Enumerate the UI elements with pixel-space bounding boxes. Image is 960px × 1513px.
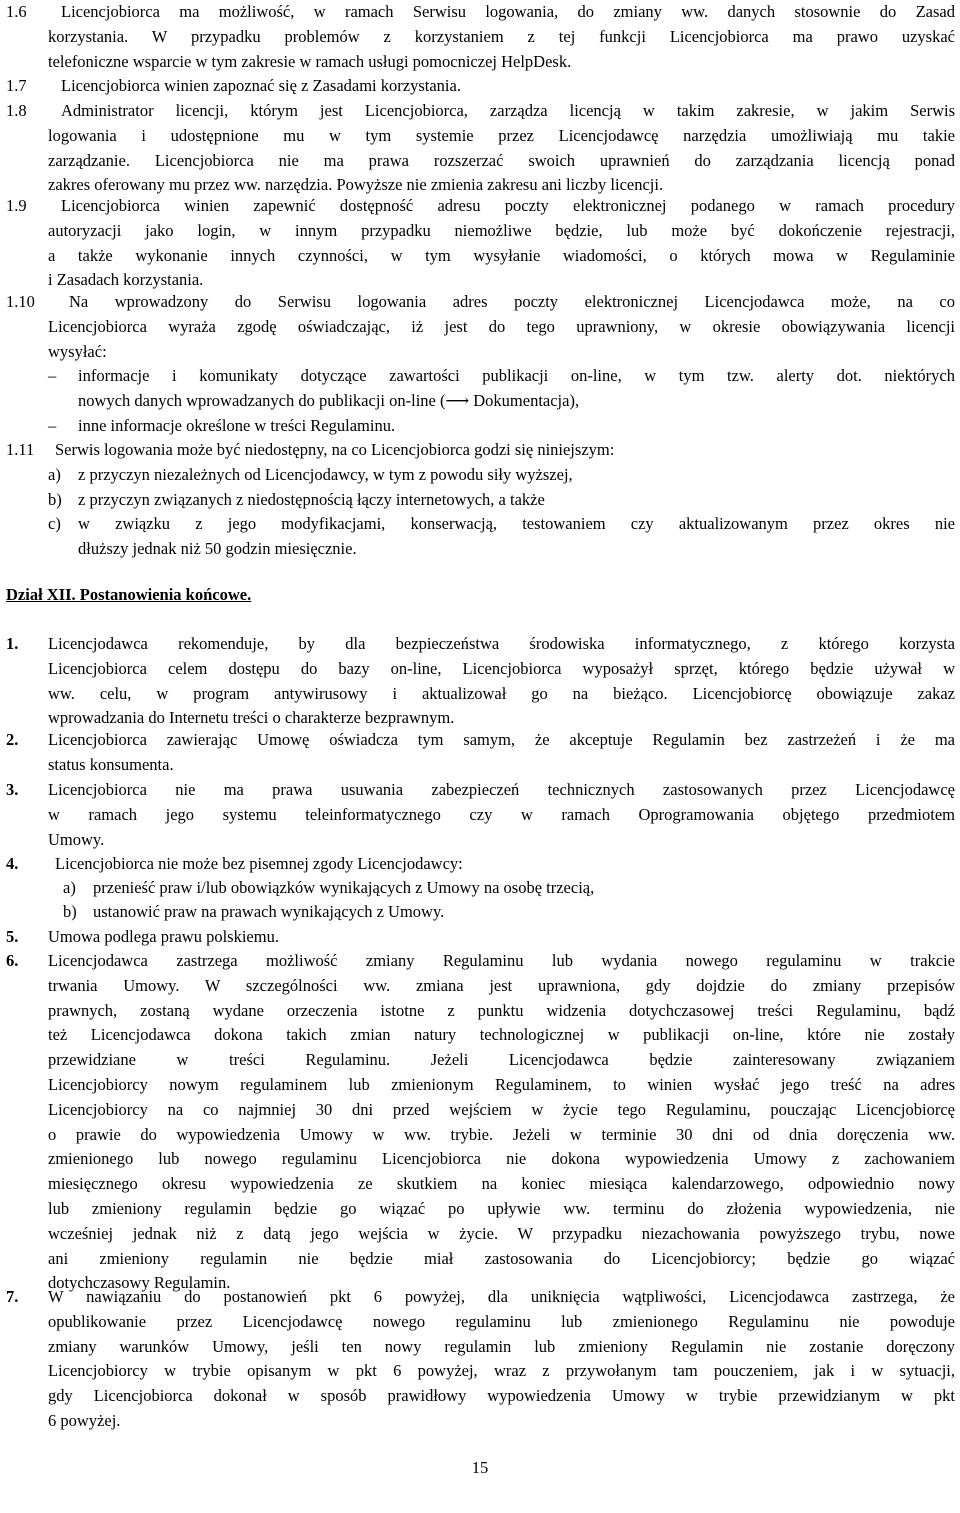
item-letter: b) <box>48 490 62 509</box>
text-line: lub zmieniony regulamin będzie go wiązać po upływie ww. terminu do złożenia wypowiedzenia, nie <box>48 1198 955 1218</box>
text-line: Licencjodawca rekomenduje, by dla bezpieczeństwa środowiska informatycznego, z którego korzysta <box>48 634 955 653</box>
text-line: ustanowić praw na prawach wynikających z Umowy. <box>93 902 445 921</box>
text-line: z przyczyn niezależnych od Licencjodawcy, w tym z powodu siły wyższej, <box>78 465 573 484</box>
provision-5 <box>0 925 955 950</box>
text-line: inne informacje określone w treści Regulaminu. <box>78 416 396 435</box>
paragraph-1-8 <box>0 99 955 198</box>
dash-item-1 <box>0 364 955 414</box>
text-line: ww. celu, w program antywirusowy i aktualizował go na bieżąco. Licencjobiorcę obowiązuje zakaz <box>48 683 955 703</box>
text-line: zarządzanie. Licencjobiorca nie ma prawa rozszerzać swoich uprawnień do zarządzania licencją ponad <box>48 150 955 170</box>
paragraph-1-6 <box>0 0 955 74</box>
text-line: wcześniej jednak niż z datą jego wejścia w życie. W przypadku niezachowania powyższego trybu, nowe <box>48 1223 955 1243</box>
letter-item-c <box>0 512 955 562</box>
text-line: Licencjobiorca winien zapoznać się z Zasadami korzystania. <box>61 76 461 95</box>
provision-7 <box>0 1285 955 1434</box>
text-line: przenieść praw i/lub obowiązków wynikających z Umowy na osobę trzecią, <box>93 878 595 897</box>
text-line: zakres oferowany mu przez ww. narzędzia. Powyższe nie zmienia zakresu ani liczby licencji. <box>48 175 664 195</box>
text-line: w związku z jego modyfikacjami, konserwacją, testowaniem czy aktualizowanym przez okres nie <box>78 514 955 533</box>
text-line: Serwis logowania może być niedostępny, na co Licencjobiorca godzi się niniejszym: <box>55 440 615 459</box>
paragraph-number: 1.9 <box>6 196 27 215</box>
dash-item-2 <box>0 414 955 439</box>
text-line: Umowy. <box>48 829 105 849</box>
text-line: dłuższy jednak niż 50 godzin miesięcznie. <box>78 538 357 558</box>
provision-6 <box>0 949 955 1296</box>
paragraph-number: 1.6 <box>6 2 27 21</box>
text-line: Licencjobiorcy na co najmniej 30 dni przed wejściem w życie tego Regulaminu, pouczając Licencjobiorcę <box>48 1099 955 1119</box>
paragraph-1-10 <box>0 290 955 364</box>
paragraph-1-9 <box>0 194 955 293</box>
provision-1 <box>0 632 955 731</box>
provision-number: 1. <box>6 634 19 653</box>
text-line: i Zasadach korzystania. <box>48 270 204 290</box>
text-line: opublikowanie przez Licencjodawcę nowego regulaminu lub zmienionego Regulaminu nie powoduje <box>48 1311 955 1331</box>
paragraph-number: 1.10 <box>6 292 35 311</box>
text-line: Na wprowadzony do Serwisu logowania adres poczty elektronicznej Licencjodawca może, na co <box>69 292 955 311</box>
text-line: autoryzacji jako login, w innym przypadku niemożliwe będzie, lub może być dokończenie rejestracji, <box>48 220 955 240</box>
text-line: zmiany warunków Umowy, jeśli ten nowy regulamin lub zmieniony Regulamin nie zostanie doręczony <box>48 1336 955 1356</box>
page-number: 15 <box>471 1458 489 1477</box>
text-line: Umowa podlega prawu polskiemu. <box>48 927 279 946</box>
provision-4 <box>0 852 955 877</box>
text-line: Licencjobiorcy w trybie opisanym w pkt 6 powyżej, wraz z przywołanym tam pouczeniem, jak i w sytuacji, <box>48 1361 955 1381</box>
paragraph-number: 1.7 <box>6 76 27 95</box>
text-line: prawnych, zostaną wydane orzeczenia istotne z punktu widzenia dotychczasowej treści Regulaminu, bądź <box>48 1000 955 1020</box>
text-line: nowych danych wprowadzanych do publikacji on-line (⟶ Dokumentacja), <box>78 390 580 410</box>
text-line: miesięcznego okresu wypowiedzenia ze skutkiem na koniec miesiąca kalendarzowego, odpowiednio nowy <box>48 1174 955 1194</box>
paragraph-1-7 <box>0 74 955 99</box>
provision-4-letter-a <box>0 876 955 901</box>
text-line: zmienionego lub nowego regulaminu Licencjobiorca nie dokona wypowiedzenia Umowy z zachowaniem <box>48 1149 955 1169</box>
text-line: Licencjobiorca celem dostępu do bazy on-line, Licencjobiorca wyposażył sprzęt, którego będzie używał w <box>48 658 955 678</box>
text-line: telefoniczne wsparcie w tym zakresie w ramach usługi pomocniczej HelpDesk. <box>48 51 572 71</box>
text-line: 6 powyżej. <box>48 1410 121 1430</box>
provision-number: 5. <box>6 927 19 946</box>
text-line: Licencjobiorca nie może bez pisemnej zgody Licencjodawcy: <box>55 854 463 873</box>
text-line: też Licencjodawca dokona takich zmian natury technologicznej w publikacji on-line, które nie zostały <box>48 1025 955 1045</box>
item-letter: a) <box>63 878 76 897</box>
provision-number: 7. <box>6 1287 19 1306</box>
text-line: trwania Umowy. W szczególności ww. zmiana jest uprawniona, gdy dojdzie do zmiany przepisów <box>48 975 955 995</box>
text-line: wysyłać: <box>48 341 107 361</box>
text-line: Licencjobiorca zawierając Umowę oświadcza tym samym, że akceptuje Regulamin bez zastrzeżeń i że ma <box>48 730 955 749</box>
provision-number: 3. <box>6 780 19 799</box>
text-line: Licencjobiorca ma możliwość, w ramach Serwisu logowania, do zmiany ww. danych stosownie do Zasad <box>61 2 955 21</box>
text-line: logowania i udostępnione mu w tym systemie przez Licencjodawcę narzędzia umożliwiają mu takie <box>48 125 955 145</box>
text-line: gdy Licencjobiorca dokonał w sposób prawidłowy wypowiedzenia Umowy w trybie przewidzianym w pkt <box>48 1386 955 1406</box>
text-line: korzystania. W przypadku problemów z korzystaniem z tej funkcji Licencjobiorca ma prawo uzyskać <box>48 26 955 46</box>
text-line: Administrator licencji, którym jest Licencjobiorca, zarządza licencją w takim zakresie, w jakim Serwis <box>61 101 955 120</box>
dash-bullet: – <box>48 366 57 385</box>
text-line: informacje i komunikaty dotyczące zawartości publikacji on-line, w tym tzw. alerty dot. niektórych <box>78 366 955 385</box>
text-line: status konsumenta. <box>48 754 174 774</box>
text-line: z przyczyn związanych z niedostępnością łączy internetowych, a także <box>78 490 545 509</box>
provision-number: 6. <box>6 951 19 970</box>
provision-4-letter-b <box>0 900 955 925</box>
text-line: Licencjobiorcy nowym regulaminem lub zmienionym Regulaminem, to winien wysłać jego treść na adres <box>48 1074 955 1094</box>
text-line: wprowadzania do Internetu treści o charakterze bezprawnym. <box>48 708 455 728</box>
text-line: o prawie do wypowiedzenia Umowy w ww. trybie. Jeżeli w terminie 30 dni od dnia doręczenia ww. <box>48 1124 955 1144</box>
item-letter: b) <box>63 902 77 921</box>
item-letter: a) <box>48 465 61 484</box>
text-line: dotychczasowy Regulamin. <box>48 1273 231 1293</box>
provision-2 <box>0 728 955 778</box>
text-line: Licencjobiorca wyraża zgodę oświadczając, iż jest do tego uprawniony, w okresie obowiązywania licencji <box>48 316 955 336</box>
paragraph-1-11 <box>0 438 955 463</box>
provision-number: 2. <box>6 730 19 749</box>
text-line: Licencjobiorca nie ma prawa usuwania zabezpieczeń technicznych zastosowanych przez Licencjodawcę <box>48 780 955 799</box>
text-line: ani zmieniony regulamin nie będzie miał zastosowania do Licencjobiorcy; będzie go wiązać <box>48 1248 955 1268</box>
text-line: a także wykonanie innych czynności, w tym wysyłanie wiadomości, o których mowa w Regulaminie <box>48 245 955 265</box>
text-line: W nawiązaniu do postanowień pkt 6 powyżej, dla uniknięcia wątpliwości, Licencjodawca zastrzega, że <box>48 1287 955 1306</box>
dash-bullet: – <box>48 416 57 435</box>
text-line: w ramach jego systemu teleinformatycznego czy w ramach Oprogramowania objętego przedmiotem <box>48 804 955 824</box>
text-line: przewidziane w treści Regulaminu. Jeżeli Licencjodawca będzie zainteresowany związaniem <box>48 1050 955 1070</box>
letter-item-b <box>0 488 955 513</box>
text-line: Licencjobiorca winien zapewnić dostępność adresu poczty elektronicznej podanego w ramach procedury <box>61 196 955 215</box>
item-letter: c) <box>48 514 61 533</box>
provision-3 <box>0 778 955 852</box>
letter-item-a <box>0 463 955 488</box>
provision-number: 4. <box>6 854 19 873</box>
chapter-title: Dział XII. Postanowienia końcowe. <box>6 585 252 604</box>
paragraph-number: 1.11 <box>6 440 35 459</box>
paragraph-number: 1.8 <box>6 101 27 120</box>
text-line: Licencjodawca zastrzega możliwość zmiany Regulaminu lub wydania nowego regulaminu w trakcie <box>48 951 955 970</box>
